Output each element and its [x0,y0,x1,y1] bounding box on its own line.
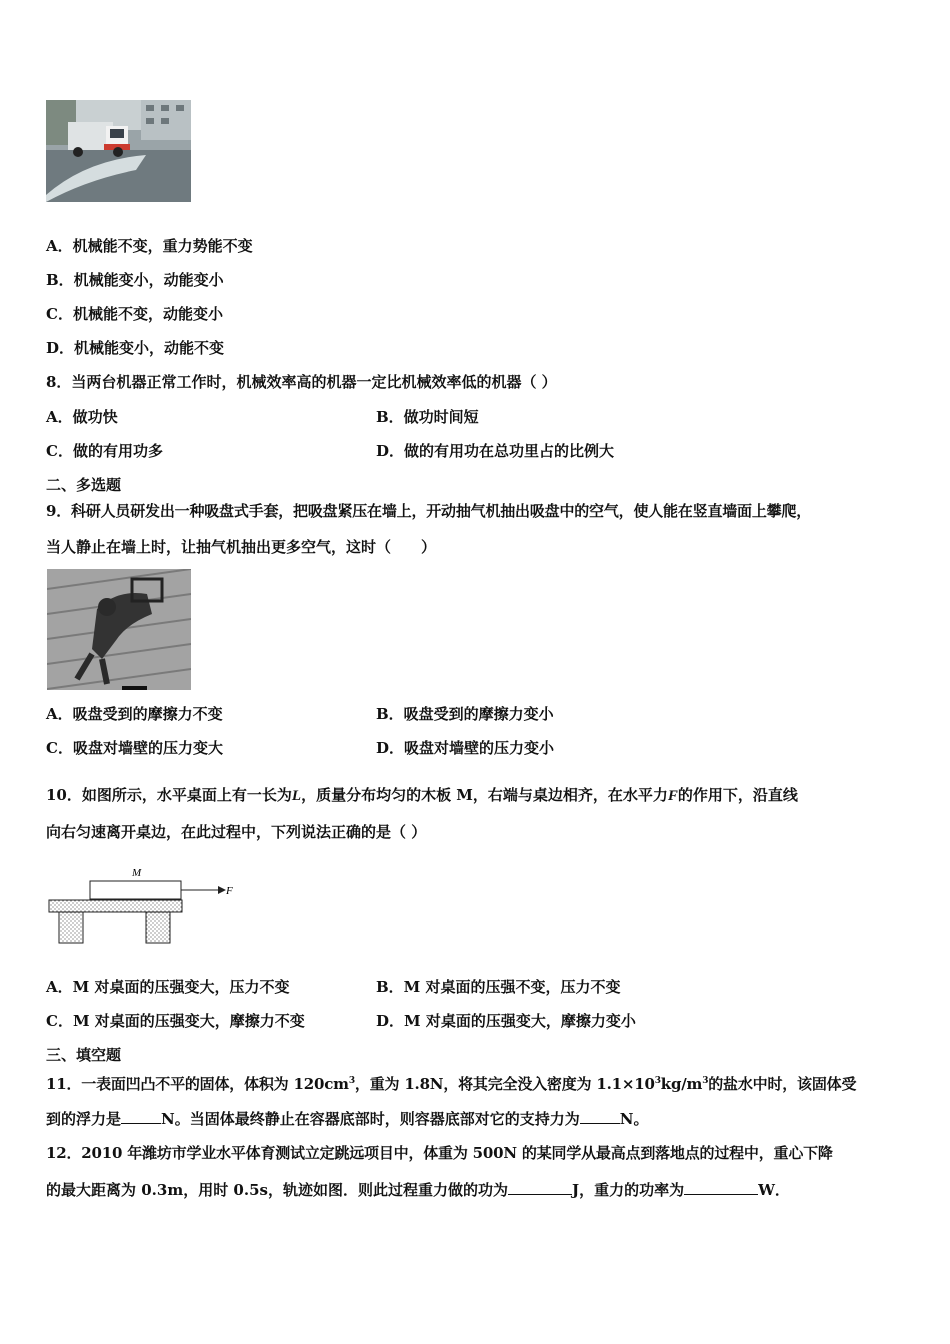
q7-option-b: B．机械能变小，动能变小 [46,271,224,289]
section-multi-choice-heading: 二、多选题 [46,476,122,494]
q10-option-a: A．M 对桌面的压强变大，压力不变 [46,978,290,996]
q11-line2 [46,1109,648,1129]
q11-line2-part-a: 到的浮力是 [46,1110,122,1128]
q8-option-d: D．做的有用功在总功里占的比例大 [376,442,615,460]
section-fill-blank-heading: 三、填空题 [46,1046,122,1064]
q8-option-b: B．做功时间短 [376,408,479,426]
table-leg-left [59,912,83,943]
q8-stem: 8．当两台机器正常工作时，机械效率高的机器一定比机械效率低的机器（ ） [46,373,557,391]
q10-option-b: B．M 对桌面的压强不变，压力不变 [376,978,621,996]
q7-option-c: C．机械能不变，动能变小 [46,305,223,323]
figure-label-m: M [132,867,142,879]
sweeper-truck-photo [46,100,191,202]
q12-blank-work[interactable] [508,1180,572,1195]
board-m [90,881,181,899]
q7-option-a: A．机械能不变，重力势能不变 [46,237,253,255]
q11-line1-part-c: kg/m [660,1075,703,1093]
q10-var-f: F [667,788,678,804]
q11-line1-part-d: 的盐水中时，该固体受 [708,1075,857,1093]
q12-line2-part-a: 的最大距离为 0.3m，用时 0.5s，轨迹如图．则此过程重力做的功为 [46,1181,508,1199]
q10-stem-part-a: 10．如图所示，水平桌面上有一长为 [46,786,292,804]
table-top [49,900,182,912]
q11-sup-b: 3 [654,1076,661,1086]
q11-line2-part-b: N。当固体最终静止在容器底部时，则容器底部对它的支持力为 [161,1110,580,1128]
q12-blank-power[interactable] [684,1180,758,1195]
q10-option-d: D．M 对桌面的压强变大，摩擦力变小 [376,1012,636,1030]
q11-blank-support-force[interactable] [580,1109,620,1124]
table-leg-right [146,912,170,943]
q7-option-d: D．机械能变小，动能不变 [46,339,225,357]
q10-stem-line2: 向右匀速离开桌边，在此过程中，下列说法正确的是（ ） [46,823,427,841]
q9-option-d: D．吸盘对墙壁的压力变小 [376,739,555,757]
q9-stem-line2: 当人静止在墙上时，让抽气机抽出更多空气，这时（ ） [46,538,437,556]
q11-sup-a: 3 [348,1076,355,1086]
q12-line2-part-c: W． [758,1181,790,1199]
q10-var-l: L [291,788,302,804]
q11-line2-part-c: N。 [619,1110,649,1128]
q8-option-a: A．做功快 [46,408,118,426]
q12-line2 [46,1180,790,1200]
q10-stem-part-c: 的作用下，沿直线 [677,786,798,804]
q11-line1-part-a: 11．一表面凹凸不平的固体，体积为 120cm [46,1075,349,1093]
q10-option-c: C．M 对桌面的压强变大，摩擦力不变 [46,1012,305,1030]
q8-option-c: C．做的有用功多 [46,442,163,460]
wall-climber-photo [47,569,191,690]
q10-stem-line1 [46,785,798,806]
q11-line1 [46,1071,856,1094]
q11-sup-c: 3 [702,1076,709,1086]
q10-stem-part-b: ，质量分布均匀的木板 M，右端与桌边相齐，在水平力 [301,786,668,804]
q12-line2-part-b: J，重力的功率为 [571,1181,685,1199]
figure-label-f: F [226,885,233,897]
q11-line1-part-b: ，重为 1.8N，将其完全没入密度为 1.1×10 [354,1075,655,1093]
q11-blank-buoyancy[interactable] [121,1109,161,1124]
q9-option-b: B．吸盘受到的摩擦力变小 [376,705,554,723]
q9-option-c: C．吸盘对墙壁的压力变大 [46,739,223,757]
q9-stem-line1: 9．科研人员研发出一种吸盘式手套，把吸盘紧压在墙上，开动抽气机抽出吸盘中的空气，使人能在竖直墙面上攀爬， [46,502,812,520]
board-on-table-figure [46,864,246,949]
q9-option-a: A．吸盘受到的摩擦力不变 [46,705,223,723]
q12-line1: 12．2010 年潍坊市学业水平体育测试立定跳远项目中，体重为 500N 的某同学从最高点到落地点的过程中，重心下降 [46,1144,833,1162]
